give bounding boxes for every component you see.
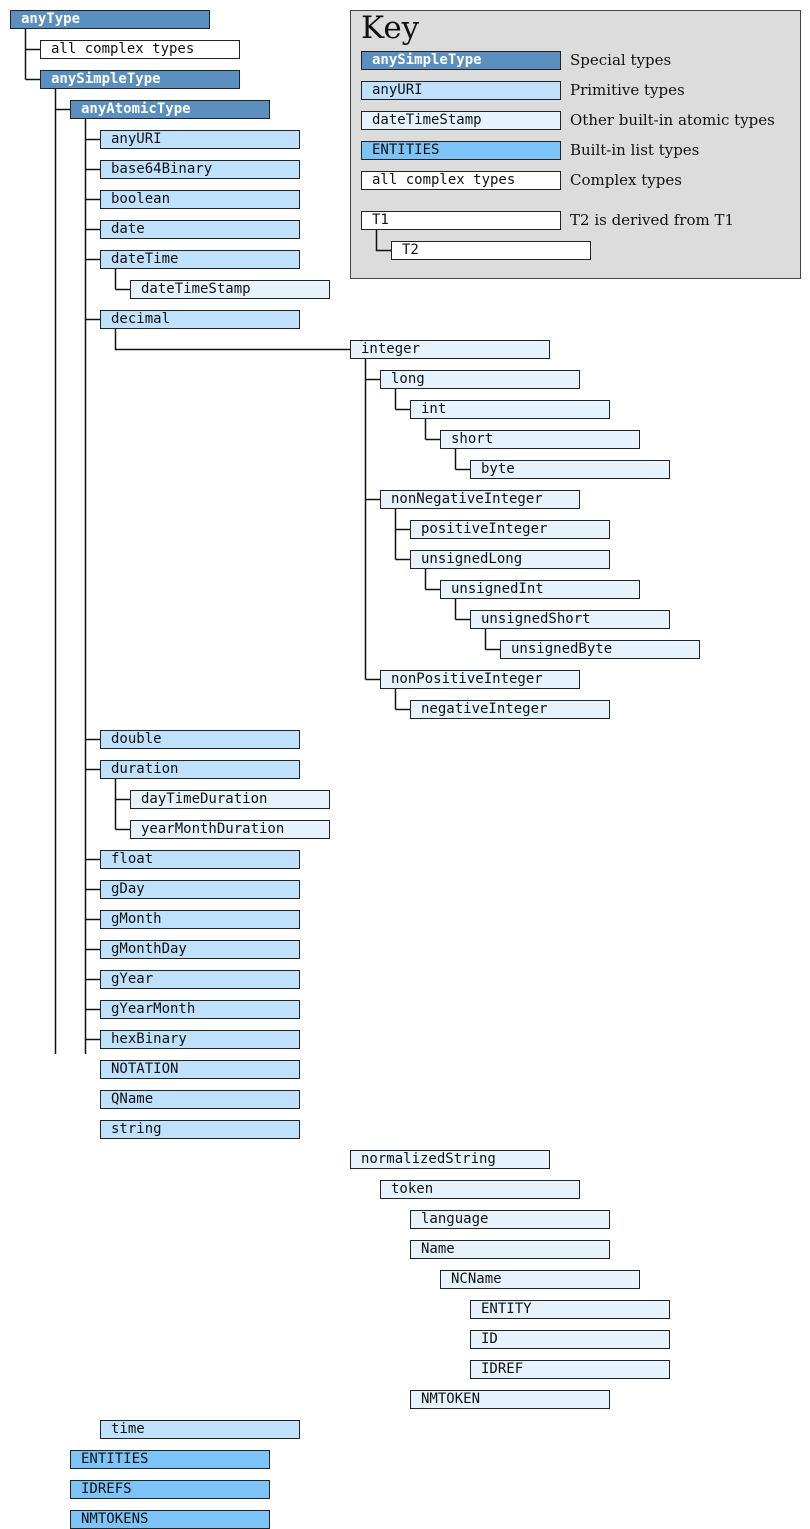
type-node-non-positive-integer: nonPositiveInteger xyxy=(380,670,580,689)
type-node-day-time-duration: dayTimeDuration xyxy=(130,790,330,809)
type-node-normalized-string: normalizedString xyxy=(350,1150,550,1169)
key-panel xyxy=(350,10,801,279)
type-node-idrefs: IDREFS xyxy=(70,1480,270,1499)
type-node-short: short xyxy=(440,430,640,449)
type-node-nmtokens: NMTOKENS xyxy=(70,1510,270,1529)
type-node-id: ID xyxy=(470,1330,670,1349)
type-node-negative-integer: negativeInteger xyxy=(410,700,610,719)
type-node-g-month: gMonth xyxy=(100,910,300,929)
type-node-non-negative-integer: nonNegativeInteger xyxy=(380,490,580,509)
type-node-positive-integer: positiveInteger xyxy=(410,520,610,539)
key-sample-other: dateTimeStamp xyxy=(361,111,561,130)
type-node-qname: QName xyxy=(100,1090,300,1109)
type-node-time: time xyxy=(100,1420,300,1439)
key-desc-other: Other built-in atomic types xyxy=(570,111,775,129)
key-sample-list: ENTITIES xyxy=(361,141,561,160)
type-node-g-year-month: gYearMonth xyxy=(100,1000,300,1019)
type-node-any-atomic-type: anyAtomicType xyxy=(70,100,270,119)
type-node-unsigned-byte: unsignedByte xyxy=(500,640,700,659)
type-node-any-type: anyType xyxy=(10,10,210,29)
type-node-nmtoken: NMTOKEN xyxy=(410,1390,610,1409)
type-node-name: Name xyxy=(410,1240,610,1259)
type-node-idref: IDREF xyxy=(470,1360,670,1379)
key-desc-complex: Complex types xyxy=(570,171,682,189)
type-node-year-month-duration: yearMonthDuration xyxy=(130,820,330,839)
type-node-string: string xyxy=(100,1120,300,1139)
key-sample-special: anySimpleType xyxy=(361,51,561,70)
key-sample-complex: all complex types xyxy=(361,171,561,190)
connector-decimal-integer xyxy=(116,329,351,350)
type-node-unsigned-short: unsignedShort xyxy=(470,610,670,629)
type-node-float: float xyxy=(100,850,300,869)
type-node-date-time: dateTime xyxy=(100,250,300,269)
type-node-g-month-day: gMonthDay xyxy=(100,940,300,959)
type-node-any-simple-type: anySimpleType xyxy=(40,70,240,89)
type-node-entities: ENTITIES xyxy=(70,1450,270,1469)
key-derivation-connector xyxy=(351,11,800,278)
type-node-token: token xyxy=(380,1180,580,1199)
type-node-any-uri: anyURI xyxy=(100,130,300,149)
key-title: Key xyxy=(361,10,420,46)
type-node-double: double xyxy=(100,730,300,749)
type-node-unsigned-long: unsignedLong xyxy=(410,550,610,569)
key-desc-list: Built-in list types xyxy=(570,141,700,159)
type-node-unsigned-int: unsignedInt xyxy=(440,580,640,599)
key-derivation-desc: T2 is derived from T1 xyxy=(570,211,735,229)
type-node-base64binary: base64Binary xyxy=(100,160,300,179)
type-node-long: long xyxy=(380,370,580,389)
type-node-duration: duration xyxy=(100,760,300,779)
type-node-ncname: NCName xyxy=(440,1270,640,1289)
type-node-hex-binary: hexBinary xyxy=(100,1030,300,1049)
type-node-date: date xyxy=(100,220,300,239)
key-desc-special: Special types xyxy=(570,51,672,69)
type-node-notation: NOTATION xyxy=(100,1060,300,1079)
type-node-decimal: decimal xyxy=(100,310,300,329)
type-node-boolean: boolean xyxy=(100,190,300,209)
type-node-int: int xyxy=(410,400,610,419)
key-sample-primitive: anyURI xyxy=(361,81,561,100)
type-node-byte: byte xyxy=(470,460,670,479)
key-derivation-child: T2 xyxy=(391,241,591,260)
type-node-g-day: gDay xyxy=(100,880,300,899)
key-derivation-parent: T1 xyxy=(361,211,561,230)
type-node-entity: ENTITY xyxy=(470,1300,670,1319)
type-node-language: language xyxy=(410,1210,610,1229)
key-desc-primitive: Primitive types xyxy=(570,81,685,99)
type-node-g-year: gYear xyxy=(100,970,300,989)
type-node-integer: integer xyxy=(350,340,550,359)
type-node-all-complex-types: all complex types xyxy=(40,40,240,59)
type-node-date-time-stamp: dateTimeStamp xyxy=(130,280,330,299)
